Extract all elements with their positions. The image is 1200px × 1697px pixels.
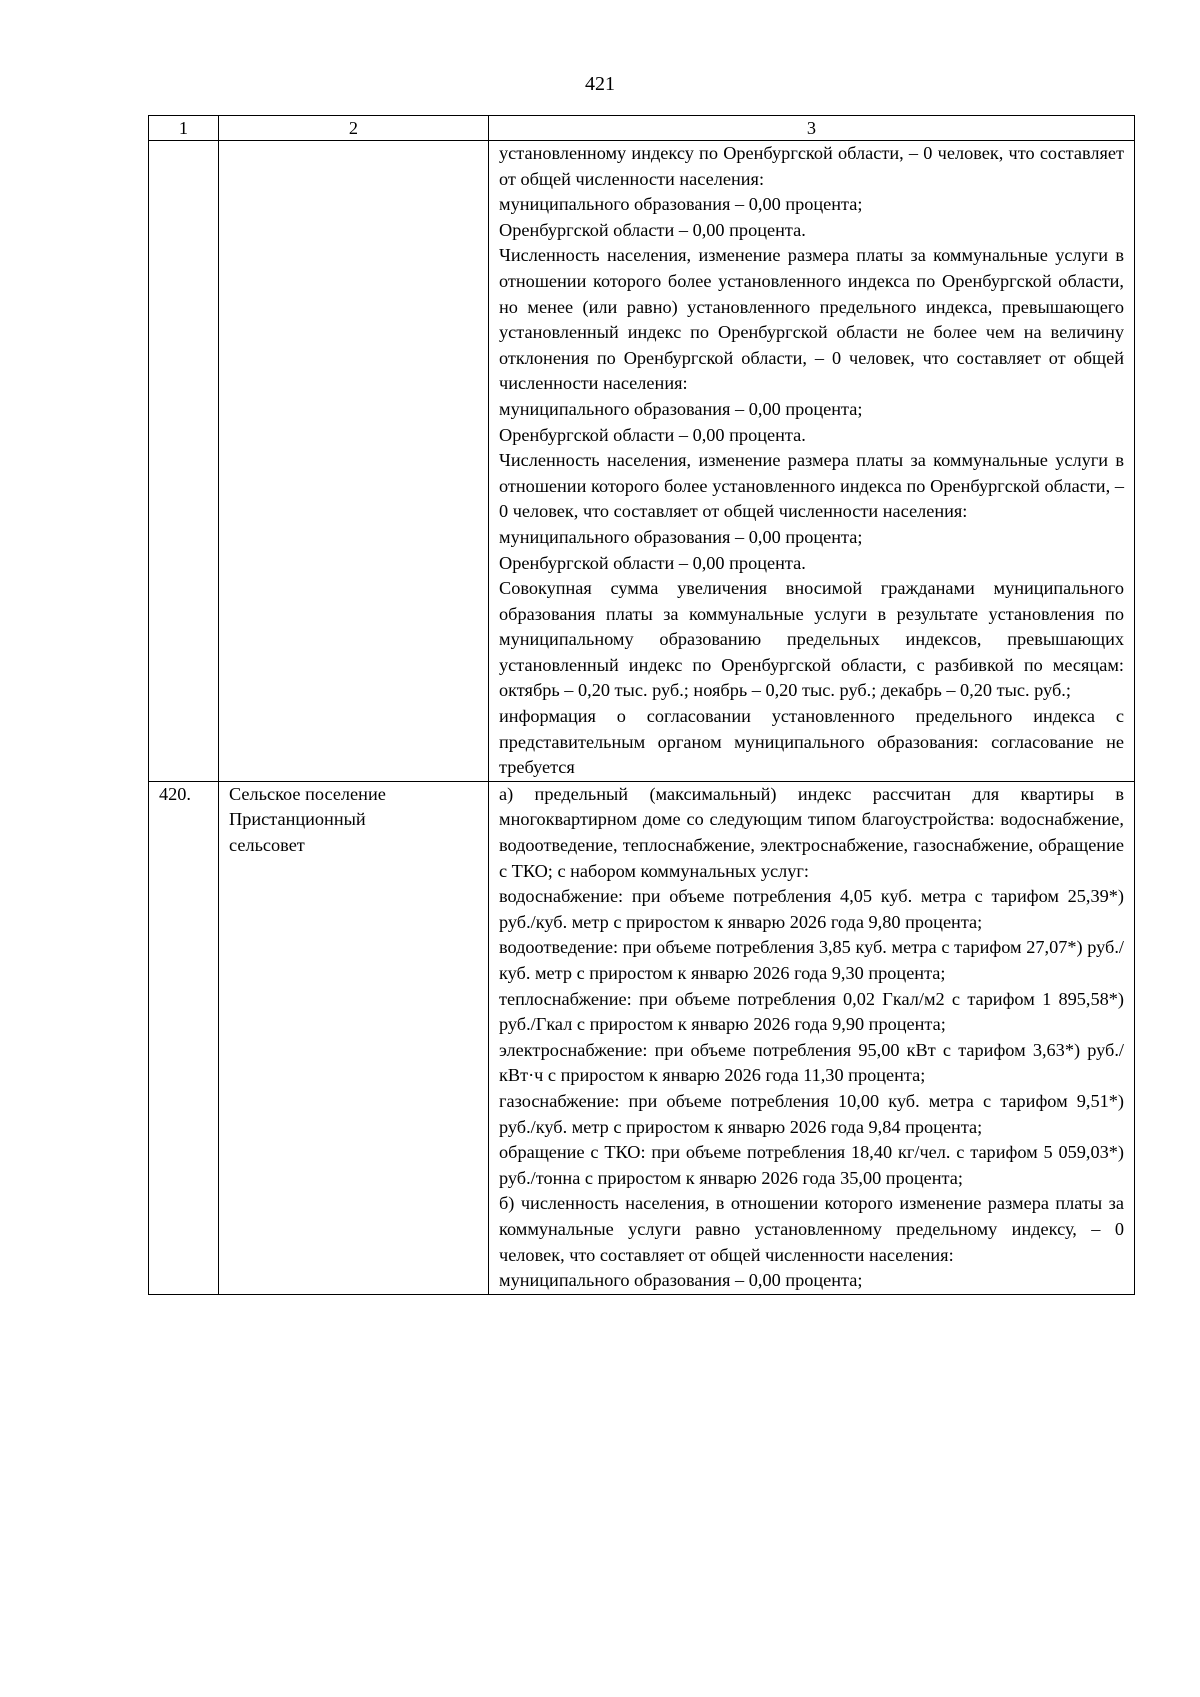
municipality-name-line: Пристанционный (229, 809, 366, 830)
header-col-1: 1 (149, 116, 219, 141)
paragraph: Численность населения, изменение размера платы за коммунальные услуги в отношении которого более установленного индекса по Оренбургской области, – 0 человек, что составляет от общей численности населения: (499, 450, 1124, 522)
paragraph: муниципального образования – 0,00 процента; (499, 194, 863, 215)
row-text-cell (489, 781, 1135, 1294)
paragraph: а) предельный (максимальный) индекс рассчитан для квартиры в многоквартирном доме со следующим типом благоустройства: водоснабжение, водоотведение, теплоснабжение, электроснабжение, газоснабжение, обращение с ТКО; с набором коммунальных услуг: (499, 783, 1124, 881)
paragraph: Оренбургской области – 0,00 процента. (499, 552, 806, 573)
row-number-cell: 420. (149, 781, 219, 1294)
table-row-continuation (149, 141, 1135, 782)
paragraph: установленному индексу по Оренбургской области, – 0 человек, что составляет от общей численности населения: (499, 143, 1124, 189)
paragraph: муниципального образования – 0,00 процента; (499, 398, 863, 419)
row-name-cell (219, 141, 489, 782)
row-name-cell (219, 781, 489, 1294)
paragraph: информация о согласовании установленного предельного индекса с представительным органом муниципального образования: согласование не требуется (499, 706, 1124, 778)
municipality-name-line: сельсовет (229, 835, 305, 856)
paragraph: Численность населения, изменение размера платы за коммунальные услуги в отношении которого более установленного индекса по Оренбургской области, но менее (или равно) установленного предельного индекса, превышающего установленный индекс по Оренбургской области не более чем на величину отклонения по Оренбургской области, – 0 человек, что составляет от общей численности населения: (499, 245, 1124, 394)
header-col-2: 2 (219, 116, 489, 141)
paragraph: муниципального образования – 0,00 процента; (499, 1270, 863, 1291)
paragraph: теплоснабжение: при объеме потребления 0,02 Гкал/м2 с тарифом 1 895,58*) руб./Гкал с приростом к январю 2026 года 9,90 процента; (499, 988, 1124, 1035)
paragraph: электроснабжение: при объеме потребления 95,00 кВт с тарифом 3,63*) руб./кВт·ч с приростом к январю 2026 года 11,30 процента; (499, 1039, 1124, 1086)
paragraph: б) численность населения, в отношении которого изменение размера платы за коммунальные услуги равно установленному предельному индексу, – 0 человек, что составляет от общей численности населения: (499, 1193, 1124, 1265)
paragraph: обращение с ТКО: при объеме потребления 18,40 кг/чел. с тарифом 5 059,03*) руб./тонна с приростом к январю 2026 года 35,00 процента; (499, 1142, 1124, 1188)
paragraph: Оренбургской области – 0,00 процента. (499, 424, 806, 445)
paragraph: Оренбургской области – 0,00 процента. (499, 219, 806, 240)
header-col-3: 3 (489, 116, 1135, 141)
paragraph: муниципального образования – 0,00 процента; (499, 526, 863, 547)
main-table (148, 115, 1135, 1295)
row-text-cell (489, 141, 1135, 782)
paragraph: водоснабжение: при объеме потребления 4,05 куб. метра с тарифом 25,39*) руб./куб. метр с приростом к январю 2026 года 9,80 процента; (499, 886, 1124, 932)
page-number: 421 (585, 73, 615, 95)
paragraph: газоснабжение: при объеме потребления 10,00 куб. метра с тарифом 9,51*) руб./куб. метр с приростом к январю 2026 года 9,84 процента; (499, 1090, 1124, 1137)
paragraph: водоотведение: при объеме потребления 3,85 куб. метра с тарифом 27,07*) руб./куб. метр с приростом к январю 2026 года 9,30 процента; (499, 937, 1124, 983)
table-row-420 (149, 781, 1135, 1294)
row-number-cell (149, 141, 219, 782)
municipality-name-line: Сельское поселение (229, 783, 386, 804)
paragraph: Совокупная сумма увеличения вносимой гражданами муниципального образования платы за коммунальные услуги в результате установления по муниципальному образованию предельных индексов, превышающих установленный индекс по Оренбургской области, с разбивкой по месяцам: октябрь – 0,20 тыс. руб.; ноябрь – 0,20 тыс. руб.; декабрь – 0,20 тыс. руб.; (499, 578, 1124, 701)
table-header-row (149, 116, 1135, 141)
